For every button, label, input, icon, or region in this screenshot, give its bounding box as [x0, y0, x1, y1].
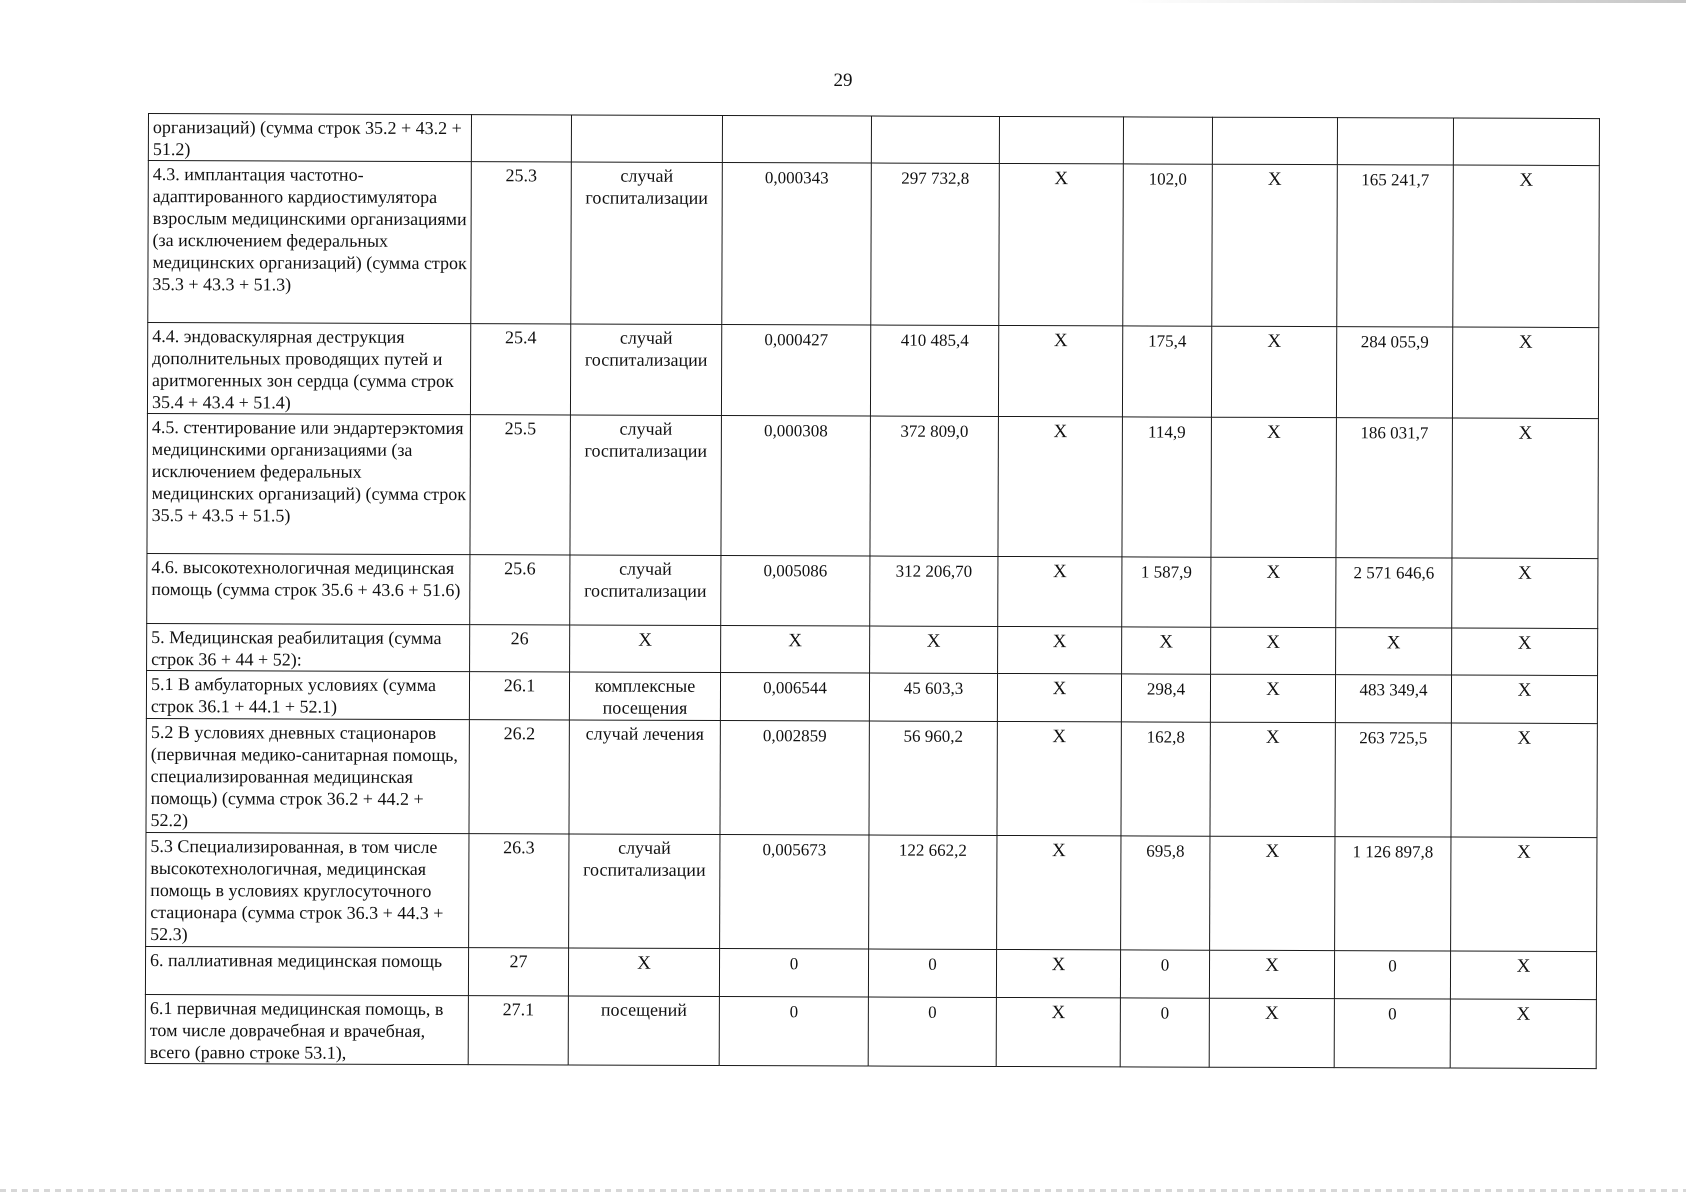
value-cell — [1453, 118, 1599, 166]
value-cell: Х — [998, 325, 1122, 416]
value-cell: 186 031,7 — [1336, 418, 1452, 558]
value-cell: 0 — [719, 949, 868, 998]
value-cell: Х — [1451, 723, 1597, 838]
value-cell: Х — [998, 556, 1122, 626]
value-cell: Х — [1450, 999, 1596, 1069]
value-cell: Х — [1452, 628, 1598, 676]
value-cell — [1212, 117, 1337, 164]
value-cell — [999, 116, 1123, 163]
value-cell: 0 — [1334, 999, 1450, 1068]
value-cell: Х — [1122, 627, 1211, 674]
value-cell: Х — [1451, 675, 1597, 724]
value-cell: 483 349,4 — [1335, 675, 1451, 723]
value-cell: 45 603,3 — [869, 673, 997, 721]
value-cell: Х — [1452, 327, 1598, 419]
value-cell: 175,4 — [1122, 326, 1211, 417]
unit-cell: Х — [570, 625, 721, 673]
value-cell: 122 662,2 — [869, 835, 997, 949]
value-cell — [722, 116, 871, 164]
value-cell: 695,8 — [1121, 836, 1210, 950]
value-cell: 162,8 — [1121, 722, 1210, 836]
row-code-cell — [471, 115, 571, 162]
value-cell: 0,000308 — [721, 416, 870, 557]
value-cell: 114,9 — [1122, 417, 1211, 557]
row-name-cell: 6. паллиативная медицинская помощь — [145, 946, 468, 995]
value-cell: 0,005673 — [720, 835, 869, 950]
value-cell: 372 809,0 — [870, 416, 998, 556]
value-cell: Х — [1450, 951, 1596, 1000]
value-cell — [871, 116, 999, 163]
value-cell: Х — [1210, 722, 1335, 836]
value-cell: Х — [998, 626, 1122, 673]
value-cell: Х — [996, 949, 1120, 997]
value-cell: Х — [997, 835, 1121, 949]
value-cell: 298,4 — [1121, 674, 1210, 722]
value-cell: 312 206,70 — [870, 556, 998, 626]
value-cell: Х — [721, 626, 870, 674]
unit-cell: Х — [568, 948, 719, 997]
value-cell: Х — [996, 997, 1120, 1066]
table-row — [146, 832, 1597, 951]
row-name-cell: 5. Медицинская реабилитация (сумма строк 36 + 44 + 52): — [147, 623, 470, 671]
row-code-cell: 26.1 — [469, 672, 569, 720]
row-name-cell: 4.4. эндоваскулярная деструкция дополнительных проводящих путей и аритмогенных зон сердца (сумма строк 35.4 + 43.4 + 51.4) — [147, 323, 470, 415]
value-cell: Х — [1453, 165, 1600, 328]
value-cell: Х — [1210, 674, 1335, 722]
value-cell: 165 241,7 — [1337, 165, 1454, 327]
value-cell: 0 — [1120, 998, 1209, 1067]
unit-cell: случай госпитализации — [570, 555, 721, 626]
row-name-cell: 4.6. высокотехнологичная медицинская помощь (сумма строк 35.6 + 43.6 + 51.6) — [147, 553, 470, 624]
value-cell: Х — [1211, 557, 1336, 627]
value-cell: Х — [1211, 417, 1336, 557]
table-row — [146, 670, 1597, 723]
value-cell — [1337, 118, 1453, 165]
value-cell: 56 960,2 — [869, 721, 997, 835]
table-row — [146, 718, 1597, 837]
value-cell: 0,005086 — [721, 556, 870, 627]
value-cell: 284 055,9 — [1336, 327, 1452, 418]
value-cell: Х — [1211, 326, 1336, 417]
value-cell: 0,002859 — [720, 721, 869, 836]
value-cell: 410 485,4 — [870, 325, 998, 416]
unit-cell: комплексные посещения — [569, 672, 720, 721]
data-table — [145, 113, 1600, 1069]
unit-cell: случай госпитализации — [571, 162, 723, 325]
row-code-cell: 26.3 — [469, 834, 569, 948]
row-code-cell: 25.6 — [470, 555, 570, 625]
row-name-cell: 4.5. стентирование или эндартерэктомия медицинскими организациями (за исключением федеральных медицинских организаций) (сумма строк 35.5 + 43.5 + 51.5) — [147, 413, 470, 554]
row-name-cell: 5.2 В условиях дневных стационаров (первичная медико-санитарная помощь, специализированная медицинская помощь) (сумма строк 36.2 + 44.2 + 52.2) — [146, 718, 469, 833]
value-cell: 297 732,8 — [871, 163, 1000, 325]
value-cell: 1 587,9 — [1122, 557, 1211, 627]
page-number: 29 — [833, 70, 853, 91]
value-cell: Х — [1211, 627, 1336, 674]
value-cell: 102,0 — [1123, 164, 1213, 326]
row-code-cell: 26 — [470, 625, 570, 672]
value-cell: Х — [1452, 418, 1598, 559]
scan-edge-bottom — [0, 1189, 1686, 1192]
value-cell: 0,000427 — [721, 325, 870, 417]
row-code-cell: 25.5 — [470, 415, 570, 555]
value-cell: Х — [1452, 558, 1598, 629]
scan-edge-top — [1126, 0, 1686, 3]
value-cell: 0,006544 — [720, 673, 869, 722]
value-cell: 0,000343 — [722, 163, 872, 326]
value-cell — [1123, 117, 1212, 164]
value-cell: Х — [1209, 998, 1334, 1067]
table-row — [148, 114, 1599, 166]
value-cell: 0 — [868, 949, 996, 997]
value-cell: 0 — [1120, 950, 1209, 998]
table-row — [145, 994, 1596, 1068]
table-row — [147, 553, 1598, 628]
row-name-cell: 6.1 первичная медицинская помощь, в том числе доврачебная и врачебная, всего (равно строке 53.1), — [145, 994, 468, 1064]
value-cell: Х — [1451, 837, 1597, 952]
table-row — [147, 413, 1598, 558]
table-row — [147, 623, 1598, 675]
unit-cell: посещений — [568, 996, 719, 1066]
value-cell: Х — [870, 626, 998, 673]
value-cell: 0 — [719, 997, 868, 1067]
value-cell: 2 571 646,6 — [1336, 558, 1452, 628]
row-name-cell: 4.3. имплантация частотно-адаптированного кардиостимулятора взрослым медицинскими организациями (за исключением федеральных медицинских организаций) (сумма строк 35.3 + 43.3 + 51.3) — [148, 161, 472, 324]
row-code-cell: 27 — [468, 948, 568, 996]
table-row — [148, 161, 1600, 328]
row-name-cell: организаций) (сумма строк 35.2 + 43.2 + 51.2) — [148, 114, 471, 162]
unit-cell — [571, 115, 722, 163]
value-cell: 0 — [868, 997, 996, 1066]
table-row — [147, 323, 1598, 419]
value-cell: Х — [998, 416, 1122, 556]
value-cell: Х — [999, 163, 1124, 325]
value-cell: 0 — [1334, 951, 1450, 999]
value-cell: 1 126 897,8 — [1335, 837, 1451, 951]
value-cell: Х — [1209, 950, 1334, 998]
unit-cell: случай госпитализации — [570, 415, 721, 556]
row-code-cell: 25.3 — [471, 162, 572, 324]
row-name-cell: 5.3 Специализированная, в том числе высокотехнологичная, медицинская помощь в условиях круглосуточного стационара (сумма строк 36.3 + 44.3 + 52.3) — [146, 832, 469, 947]
value-cell: Х — [997, 673, 1121, 721]
value-cell: Х — [1212, 164, 1338, 326]
value-cell: Х — [1210, 836, 1335, 950]
row-code-cell: 27.1 — [468, 996, 568, 1065]
value-cell: Х — [997, 721, 1121, 835]
table-row — [145, 946, 1596, 999]
unit-cell: случай госпитализации — [569, 834, 720, 949]
value-cell: 263 725,5 — [1335, 723, 1451, 837]
unit-cell: случай госпитализации — [570, 324, 721, 416]
row-code-cell: 26.2 — [469, 720, 569, 834]
unit-cell: случай лечения — [569, 720, 720, 835]
row-code-cell: 25.4 — [470, 324, 570, 415]
row-name-cell: 5.1 В амбулаторных условиях (сумма строк 36.1 + 44.1 + 52.1) — [146, 670, 469, 719]
value-cell: Х — [1336, 628, 1452, 675]
